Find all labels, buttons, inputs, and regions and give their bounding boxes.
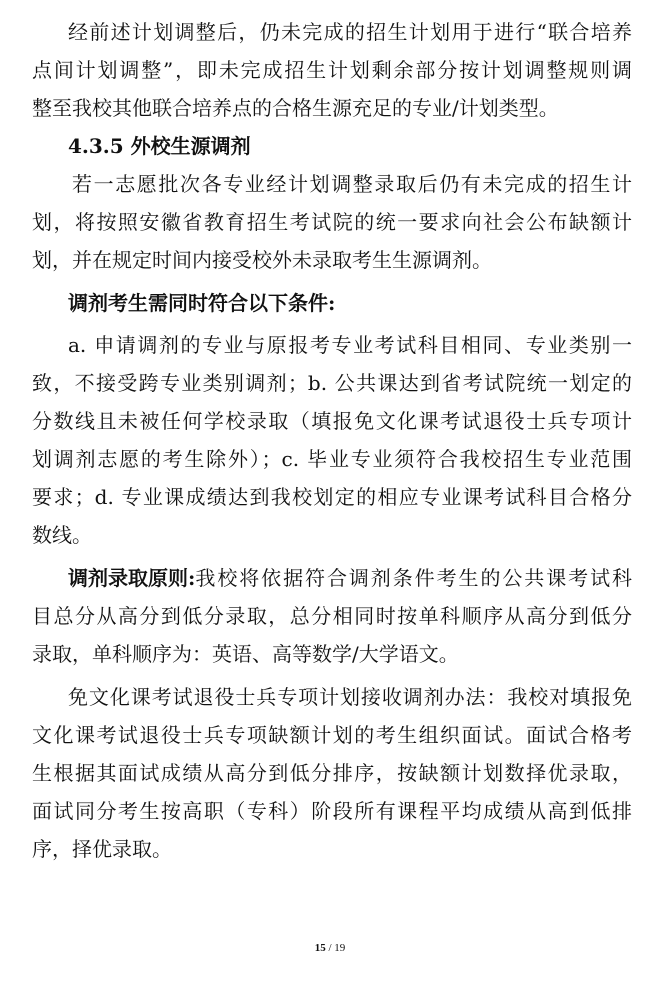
principle-text: 我校将依据符合调剂条件考生的公共课考试科 (195, 566, 632, 590)
paragraph-line: 划，并在规定时间内接受校外未录取考生生源调剂。 (32, 248, 492, 272)
total-pages: 19 (334, 942, 346, 954)
paragraph-line: 录取，单科顺序为：英语、高等数学/大学语文。 (32, 642, 459, 666)
paragraph-line: 分数线且未被任何学校录取（填报免文化课考试退役士兵专项计 (32, 409, 632, 433)
conditions-heading: 调剂考生需同时符合以下条件: (68, 291, 336, 315)
paragraph-line: 整至我校其他联合培养点的合格生源充足的专业/计划类型。 (32, 96, 559, 120)
paragraph-line: 点间计划调整”，即未完成招生计划剩余部分按计划调整规则调 (32, 58, 632, 82)
paragraph-line: 文化课考试退役士兵专项缺额计划的考生组织面试。面试合格考 (32, 723, 632, 747)
paragraph-line: 目总分从高分到低分录取，总分相同时按单科顺序从高分到低分 (32, 604, 632, 628)
principle-label: 调剂录取原则: (68, 566, 196, 590)
paragraph-line: 免文化课考试退役士兵专项计划接收调剂办法：我校对填报免 (68, 685, 632, 709)
paragraph-line: 生根据其面试成绩从高分到低分排序，按缺额计划数择优录取， (32, 761, 632, 785)
page-number (0, 942, 660, 954)
paragraph-line: 划，将按照安徽省教育招生考试院的统一要求向社会公布缺额计 (32, 210, 632, 234)
paragraph-line: 若一志愿批次各专业经计划调整录取后仍有未完成的招生计 (72, 172, 632, 196)
paragraph-line: 数线。 (32, 523, 92, 547)
paragraph-line: 要求；d. 专业课成绩达到我校划定的相应专业课考试科目合格分 (32, 485, 632, 509)
paragraph-line: 经前述计划调整后，仍未完成的招生计划用于进行“联合培养 (68, 20, 632, 44)
paragraph-line: 致，不接受跨专业类别调剂；b. 公共课达到省考试院统一划定的 (32, 371, 632, 395)
paragraph-line: 面试同分考生按高职（专科）阶段所有课程平均成绩从高到低排 (32, 799, 632, 823)
paragraph-line: 序，择优录取。 (32, 837, 172, 861)
paragraph-line: 划调剂志愿的考生除外）；c. 毕业专业须符合我校招生专业范围 (32, 447, 632, 471)
section-heading: 4.3.5 外校生源调剂 (68, 134, 251, 158)
current-page: 15 (314, 942, 326, 954)
paragraph-line (68, 566, 632, 590)
page-separator: / (325, 942, 335, 954)
paragraph-line: a. 申请调剂的专业与原报考专业考试科目相同、专业类别一 (68, 333, 632, 357)
